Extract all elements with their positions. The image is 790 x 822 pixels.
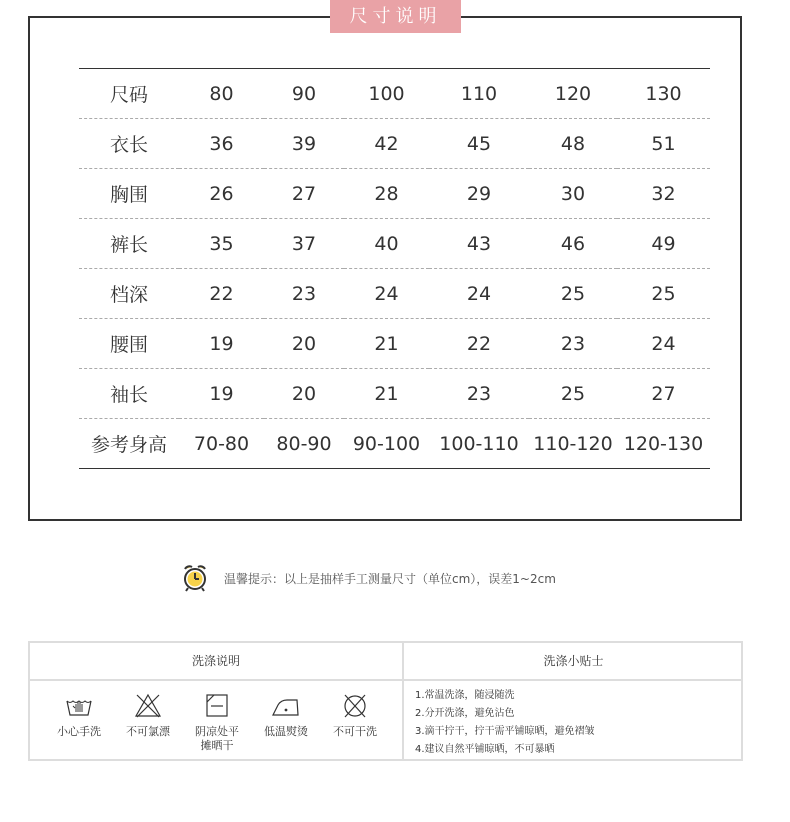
table-cell: 90-100 <box>344 419 429 469</box>
alarm-clock-icon <box>180 563 210 593</box>
shade-dry-flat-icon <box>202 693 232 719</box>
row-label: 裤长 <box>79 219 179 269</box>
wash-tips-header: 洗涤小贴士 <box>543 654 604 668</box>
table-cell: 36 <box>179 119 264 169</box>
table-cell: 100-110 <box>429 419 529 469</box>
table-cell: 25 <box>617 269 710 319</box>
table-cell: 45 <box>429 119 529 169</box>
care-icons <box>48 693 398 753</box>
list-item: 3.滴干拧干，拧干需平铺晾晒，避免褶皱 <box>415 726 595 737</box>
row-label: 尺码 <box>79 69 179 119</box>
table-cell: 49 <box>617 219 710 269</box>
table-cell: 22 <box>179 269 264 319</box>
size-chart-title: 尺寸说明 <box>330 0 461 33</box>
care-label: 低温熨烫 <box>264 725 308 738</box>
table-row <box>79 119 710 169</box>
table-cell: 32 <box>617 169 710 219</box>
table-cell: 80-90 <box>264 419 344 469</box>
table-cell: 39 <box>264 119 344 169</box>
hand-wash-icon <box>64 693 94 719</box>
table-cell: 35 <box>179 219 264 269</box>
row-label: 参考身高 <box>79 419 179 469</box>
row-label: 衣长 <box>79 119 179 169</box>
table-cell: 110 <box>429 69 529 119</box>
tip-text: 温馨提示：以上是抽样手工测量尺寸（单位cm），误差1~2cm <box>224 571 556 586</box>
table-cell: 25 <box>529 369 617 419</box>
table-cell: 27 <box>617 369 710 419</box>
table-cell: 29 <box>429 169 529 219</box>
table-cell: 21 <box>344 319 429 369</box>
care-item <box>255 693 317 753</box>
table-row <box>79 419 710 469</box>
table-cell: 120-130 <box>617 419 710 469</box>
list-item: 2.分开洗涤，避免沾色 <box>415 708 515 719</box>
table-cell: 20 <box>264 369 344 419</box>
low-iron-icon <box>271 693 301 719</box>
size-table <box>79 68 710 469</box>
table-cell: 19 <box>179 319 264 369</box>
table-cell: 43 <box>429 219 529 269</box>
table-row <box>79 269 710 319</box>
table-row <box>79 219 710 269</box>
table-cell: 120 <box>529 69 617 119</box>
table-cell: 90 <box>264 69 344 119</box>
table-cell: 24 <box>344 269 429 319</box>
no-dry-clean-icon <box>340 693 370 719</box>
table-cell: 40 <box>344 219 429 269</box>
table-cell: 70-80 <box>179 419 264 469</box>
table-cell: 19 <box>179 369 264 419</box>
table-cell: 22 <box>429 319 529 369</box>
table-row <box>79 369 710 419</box>
care-item <box>186 693 248 753</box>
table-row <box>79 319 710 369</box>
table-cell: 30 <box>529 169 617 219</box>
table-cell: 26 <box>179 169 264 219</box>
table-cell: 51 <box>617 119 710 169</box>
table-cell: 46 <box>529 219 617 269</box>
table-row <box>79 69 710 119</box>
care-panel <box>28 641 743 761</box>
care-label: 阴凉处平 摊晒干 <box>195 725 239 752</box>
table-cell: 23 <box>529 319 617 369</box>
care-item <box>324 693 386 753</box>
table-cell: 28 <box>344 169 429 219</box>
table-cell: 110-120 <box>529 419 617 469</box>
table-cell: 20 <box>264 319 344 369</box>
row-label: 袖长 <box>79 369 179 419</box>
table-cell: 80 <box>179 69 264 119</box>
table-cell: 21 <box>344 369 429 419</box>
table-cell: 37 <box>264 219 344 269</box>
care-item <box>117 693 179 753</box>
table-cell: 23 <box>429 369 529 419</box>
table-cell: 42 <box>344 119 429 169</box>
care-label: 不可干洗 <box>333 725 377 738</box>
table-row <box>79 169 710 219</box>
divider <box>30 679 741 681</box>
no-bleach-icon <box>133 693 163 719</box>
wash-tips-list <box>415 687 735 759</box>
table-cell: 24 <box>617 319 710 369</box>
care-label: 不可氯漂 <box>126 725 170 738</box>
table-cell: 48 <box>529 119 617 169</box>
wash-instructions-header: 洗涤说明 <box>191 654 240 668</box>
table-cell: 27 <box>264 169 344 219</box>
measurement-tip <box>180 563 556 593</box>
row-label: 腰围 <box>79 319 179 369</box>
table-cell: 100 <box>344 69 429 119</box>
row-label: 档深 <box>79 269 179 319</box>
table-cell: 24 <box>429 269 529 319</box>
care-label: 小心手洗 <box>57 725 101 738</box>
table-cell: 130 <box>617 69 710 119</box>
list-item: 4.建议自然平铺晾晒，不可暴晒 <box>415 744 555 755</box>
table-cell: 25 <box>529 269 617 319</box>
table-cell: 23 <box>264 269 344 319</box>
list-item: 1.常温洗涤，随浸随洗 <box>415 690 515 701</box>
care-item <box>48 693 110 753</box>
row-label: 胸围 <box>79 169 179 219</box>
